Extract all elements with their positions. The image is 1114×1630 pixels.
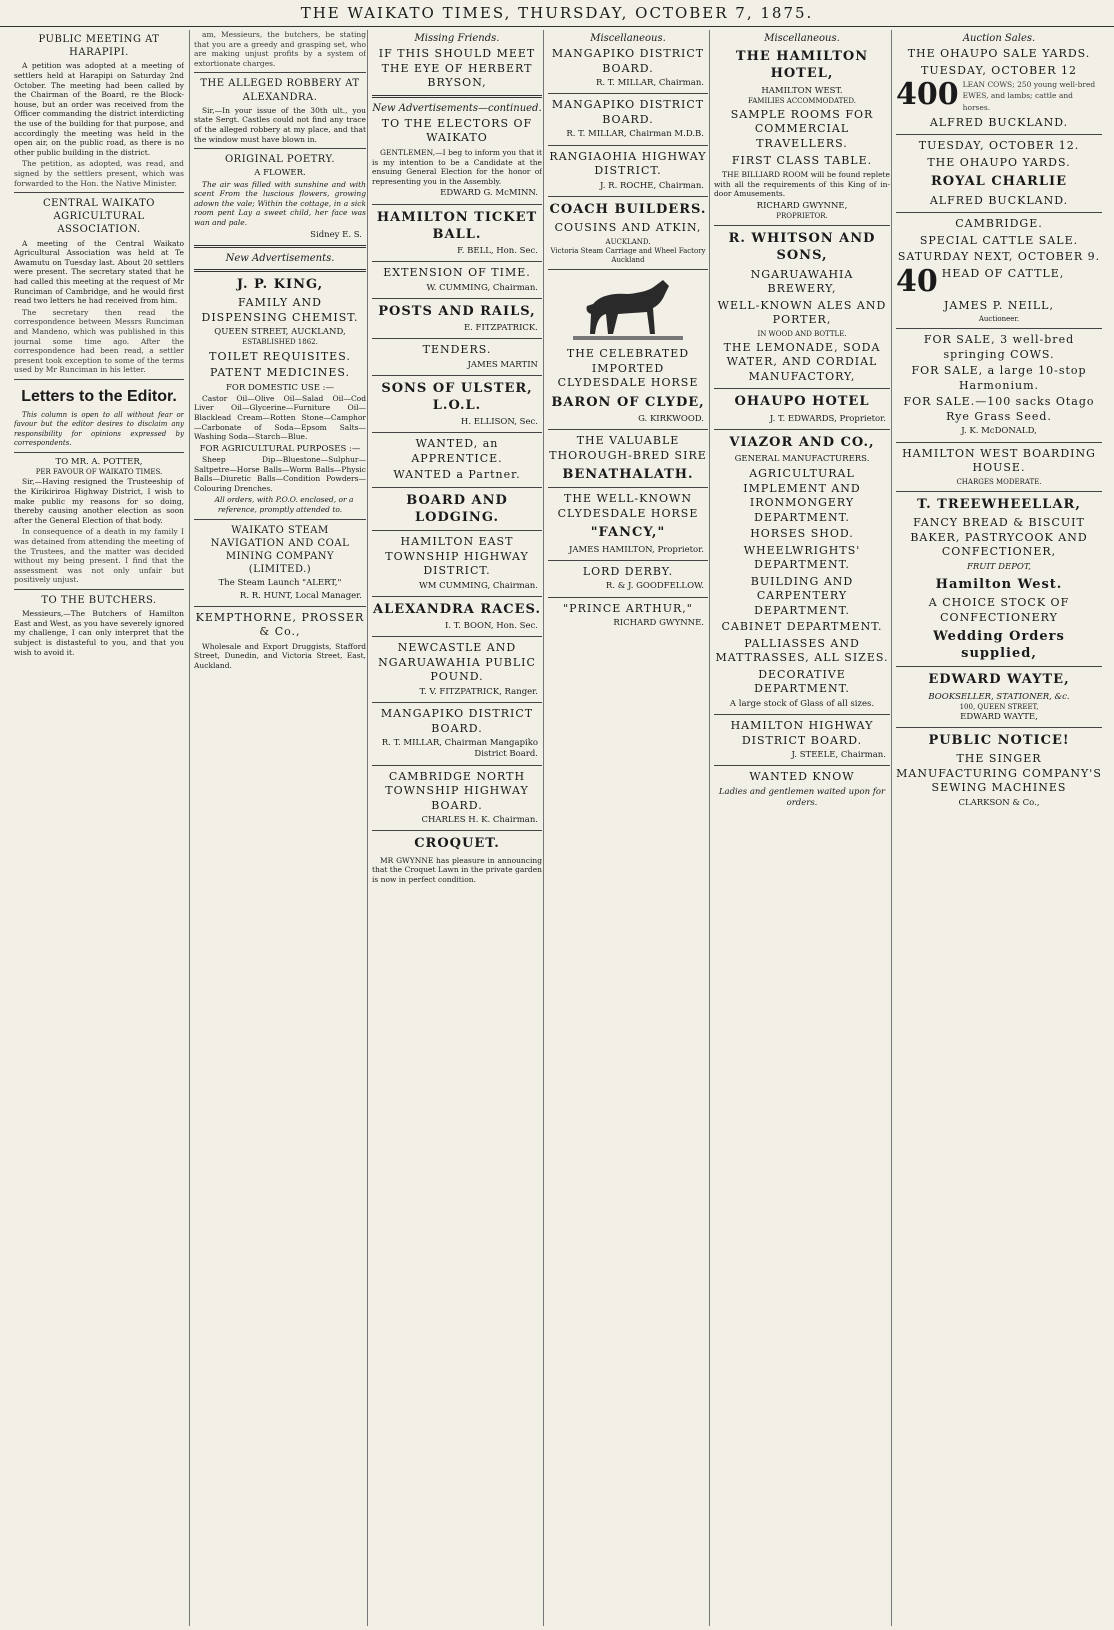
for-sale-1: FOR SALE, 3 well-bred springing COWS. [923,333,1075,361]
forty-1-text: LEAN COWS; 250 young well-bred EWES, and lambs; cattle and horses. [962,80,1096,112]
ladies-line: Ladies and gentlemen waited upon for orders. [718,786,886,809]
hotel-families: FAMILIES ACCOMMODATED. [747,96,856,105]
viazor-sub: GENERAL MANUFACTURERS. [734,453,870,464]
electors-text: GENTLEMEN,—I beg to inform you that it is my intention to be a Candidate at the ensuing General Election for the honor of representing you in the Assembly. [372,147,542,186]
board-title: BOARD AND LODGING. [406,493,508,526]
king-established: ESTABLISHED 1862. [242,338,318,347]
divider [896,491,1102,492]
electors-title: TO THE ELECTORS OF WAIKATO [381,116,533,145]
misc-heading: Miscellaneous. [590,33,666,44]
column-2 [189,30,366,1626]
newcastle-signature: T. V. FITZPATRICK, Ranger. [419,687,538,697]
column-6 [891,30,1102,1626]
decorative-department: DECORATIVE DEPARTMENT. [754,667,850,696]
coach-factory: Victoria Steam Carriage and Wheel Factory Auckland [550,246,706,265]
cambridge-signature: CHARLES H. K. Chairman. [421,815,538,826]
ulster-signature: H. ELLISON, Sec. [460,417,538,428]
divider [194,269,366,272]
fancy-bread: FANCY BREAD & BISCUIT BAKER, PASTRYCOOK AND CONFECTIONER, [910,516,1088,559]
divider [896,328,1102,329]
hotel-table: FIRST CLASS TABLE. [731,153,873,167]
divider [548,560,708,561]
tenders-signature: JAMES MARTIN [467,359,538,370]
divider [372,298,542,299]
meeting-title: PUBLIC MEETING AT HARAPIPI. [38,34,160,59]
hotel-billiard: THE BILLIARD ROOM will be found replete with all the requirements of this King of in-door Amusements. [714,170,890,199]
butchers-continued: am, Messieurs, the butchers, be stating that you are a greedy and grasping set, who are making unjust profits by a system of extortionate charges. [194,30,366,68]
divider [372,596,542,597]
charges: CHARGES MODERATE. [956,477,1042,486]
king-trade: FAMILY AND DISPENSING CHEMIST. [201,296,359,324]
divider [194,148,366,149]
divider [372,375,542,376]
hamilton-west-boarding: HAMILTON WEST BOARDING HOUSE. [902,446,1096,475]
divider [548,93,708,94]
divider [14,379,184,380]
hotel-title: THE HAMILTON HOTEL, [735,49,869,82]
divider [194,245,366,248]
brewery-name: NGARUAWAHIA BREWERY, [750,267,854,296]
mangapiko-board-signature: R. T. MILLAR, Chairman. [595,78,704,89]
tuesday1: TUESDAY, OCTOBER 12 [920,63,1077,77]
divider [714,429,890,430]
assoc-title: CENTRAL WAIKATO AGRICULTURAL ASSOCIATION. [42,198,155,236]
neill: JAMES P. NEILL, [944,298,1054,312]
wanted-title: WANTED, an APPRENTICE. [411,437,503,465]
letter-text-more: In consequence of a death in my family I was detained from attending the meeting of the Trustees, and the matter was decided without my being present. I find that the assessment was not only unfair but positively unjust. [14,527,184,585]
head-cattle: HEAD OF CATTLE, [941,266,1065,280]
ohaupo-hotel-signature: J. T. EDWARDS, Proprietor. [769,413,886,424]
divider [372,530,542,531]
kemp-title: KEMPTHORNE, PROSSER & Co., [195,610,365,639]
horses-shod: HORSES SHOD. [750,527,854,541]
hotel-signature: RICHARD GWYNNE, [756,200,848,211]
extension-title: EXTENSION OF TIME. [383,266,531,280]
wanted-partner: WANTED a Partner. [393,468,521,482]
buckland1: ALFRED BUCKLAND. [929,115,1069,129]
divider [372,487,542,488]
tuesday2: TUESDAY, OCTOBER 12. [918,139,1080,153]
whitson-title: R. WHITSON AND SONS, [728,231,876,264]
derby-signature: R. & J. GOODFELLOW. [605,581,704,592]
cattle-sale: SPECIAL CATTLE SALE. [919,233,1079,247]
coach-title: COACH BUILDERS. [549,201,707,217]
building-department: BUILDING AND CARPENTERY DEPARTMENT. [750,574,854,617]
agri-text: Sheep Dip—Bluestone—Sulphur—Saltpetre—Horse Balls—Worm Balls—Physic Balls—Diuretic Balls—Condition Powders—Colouring Drenches. [194,454,366,493]
new-ads-continued: New Advertisements—continued. [372,102,542,114]
assoc-text: A meeting of the Central Waikato Agricultural Association was held at Te Awamutu on Tuesday last. About 20 settlers were present. The secretary stated that he had called this meeting at the request of Mr Runciman of Cambridge, and he would first read two letters he had received from him. [14,238,184,306]
rangiaohia-title: RANGIAOHIA HIGHWAY DISTRICT. [549,149,707,178]
wayte-address: 100, QUEEN STREET, [959,702,1039,711]
lemonade-line: THE LEMONADE, SODA WATER, AND CORDIAL MANUFACTORY, [723,340,881,383]
forty-2: 40 [896,263,938,299]
mangapiko-title: MANGAPIKO DISTRICT BOARD. [380,707,534,735]
divider [372,432,542,433]
croquet-text: MR GWYNNE has pleasure in announcing that the Croquet Lawn in the private garden is now in perfect condition. [372,855,542,884]
ohaupo-hotel-title: OHAUPO HOTEL [734,394,870,410]
kemp-text: Wholesale and Export Druggists, Stafford Street, Dunedin, and Victoria Street, East, Auckland. [194,641,366,670]
divider [896,666,1102,667]
divider [548,429,708,430]
divider [714,765,890,766]
agri-heading: FOR AGRICULTURAL PURPOSES :— [199,443,361,454]
letters-title: Letters to the Editor. [21,387,177,405]
steam-signature: R. R. HUNT, Local Manager. [239,590,362,601]
letters-note: This column is open to all without fear or favour but the editor desires to disclaim any responsibility for opinions expressed by correspondents. [14,411,184,447]
glass-line: A large stock of Glass of all sizes. [729,698,875,709]
wheelwrights-department: WHEELWRIGHTS' DEPARTMENT. [743,543,861,572]
alexandra-title: ALEXANDRA RACES. [372,602,541,618]
wayte-title: EDWARD WAYTE, [928,672,1070,688]
divider [372,765,542,766]
column-5 [709,30,890,1626]
king-name: J. P. KING, [236,276,324,292]
ulster-title: SONS OF ULSTER, L.O.L. [381,380,533,414]
ball-signature: F. BELL, Hon. Sec. [457,245,538,256]
letter-text: Sir,—Having resigned the Trusteeship of the Kirikiriroa Highway District, I wish to make public my reasons for so doing, thereby causing another election as soon after the General Election of that body. [14,477,184,525]
mangapiko-signature: R. T. MILLAR, Chairman Mangapiko District Board. [381,738,538,760]
per-patron: PER FAVOUR OF WAIKATO TIMES. [35,468,163,477]
poem-signature: Sidney E. S. [310,229,362,240]
poem-text: The air was filled with sunshine and with scent From the luscious flowers, growing adown the vale; Within the cottage, in a sick room pent Lay a sweet child, her face was wan and pale. [194,179,366,227]
mcdonald: J. K. McDONALD, [961,426,1037,437]
divider [372,636,542,637]
cambridge-title: CAMBRIDGE NORTH TOWNSHIP HIGHWAY BOARD. [385,769,529,812]
ball-title: HAMILTON TICKET BALL. [376,209,538,242]
buckland2: ALFRED BUCKLAND. [929,193,1069,207]
divider [896,442,1102,443]
wanted-know: WANTED KNOW [749,770,855,784]
domestic-heading: FOR DOMESTIC USE :— [226,382,334,393]
ben-name: BENATHALATH. [562,467,694,483]
alexandra-signature: I. T. BOON, Hon. Sec. [445,621,538,632]
singer: THE SINGER MANUFACTURING COMPANY'S SEWING MACHINES [896,752,1102,795]
divider [14,192,184,193]
hamilton-east-title: HAMILTON EAST TOWNSHIP HIGHWAY DISTRICT. [385,535,529,578]
agri-department: AGRICULTURAL IMPLEMENT AND IRONMONGERY DEPARTMENT. [743,467,861,524]
divider [372,830,542,831]
hamilton-east-signature: WM CUMMING, Chairman. [418,580,538,591]
steam-title: WAIKATO STEAM NAVIGATION AND COAL MINING COMPANY (LIMITED.) [210,524,350,576]
mangapiko-board-title: MANGAPIKO DISTRICT BOARD. [551,47,705,75]
palliasses-line: PALLIASSES AND MATTRASSES, ALL SIZES. [715,636,889,665]
posts-title: POSTS AND RAILS, [378,303,536,319]
divider [714,388,890,389]
treewheellar: T. TREEWHEELLAR, [917,496,1081,512]
divider [194,519,366,520]
public-notice: PUBLIC NOTICE! [928,733,1070,749]
robbery-text: Sir,—In your issue of the 30th ult., you state Sergt. Castles could not find any trace of the alleged robbery at my place, and that the window must have blown in. [194,105,366,144]
divider [548,145,708,146]
ohaupo2: THE OHAUPO YARDS. [927,155,1071,169]
divider [548,487,708,488]
derby-title: LORD DERBY. [582,564,674,578]
divider [194,72,366,73]
fancy-name: "FANCY," [590,525,666,541]
king-address: QUEEN STREET, AUCKLAND, [214,327,346,338]
toilet-requisites: TOILET REQUISITES. [209,349,351,363]
hamilton-highway-signature: J. STEELE, Chairman. [791,750,886,761]
auction-heading: Auction Sales. [962,33,1036,44]
coach-place: AUCKLAND. [605,237,651,246]
divider [372,338,542,339]
meeting-text: A petition was adopted at a meeting of settlers held at Harapipi on Saturday 2nd October. The meeting had been called by the Chairman of the Board, re the Block-house, but an order was received from the Officer commanding the district interdicting the use of the building for that purpose, and accordingly the meeting was held in the open air, on the public road, as there is no other public building in the district. [14,61,184,157]
ben-title: THE VALUABLE THOROUGH-BRED SIRE [549,434,707,462]
horse-title: THE CELEBRATED IMPORTED CLYDESDALE HORSE [557,347,699,390]
orders-note: All orders, with P.O.O. enclosed, or a reference, promptly attended to. [214,495,354,514]
rangiaohia-signature: J. R. ROCHE, Chairman. [600,180,704,191]
hamilton-highway-title: HAMILTON HIGHWAY DISTRICT BOARD. [730,719,874,747]
patent-medicines: PATENT MEDICINES. [209,366,351,380]
newcastle-title: NEWCASTLE AND NGARUAWAHIA PUBLIC POUND. [378,641,536,684]
for-sale-3: FOR SALE.—100 sacks Otago Rye Grass Seed. [903,395,1095,423]
wedding-orders: Wedding Orders supplied, [933,629,1065,662]
butchers-title: TO THE BUTCHERS. [41,595,157,606]
column-4 [543,30,708,1626]
wayte-signature: EDWARD WAYTE, [960,712,1038,722]
new-ads-heading: New Advertisements. [225,252,335,264]
fancy-signature: JAMES HAMILTON, Proprietor. [569,544,704,555]
horse-illustration [573,274,683,344]
divider [14,589,184,590]
horse-name: BARON OF CLYDE, [551,394,705,410]
coach-firm: COUSINS AND ATKIN, [554,221,702,235]
fruit-depot: FRUIT DEPOT, [966,561,1032,572]
viazor-title: VIAZOR AND CO., [729,434,875,450]
hamilton-west-2: Hamilton West. [935,576,1063,592]
auctioneer: Auctioneer. [978,315,1020,324]
missing-heading: Missing Friends. [414,33,500,44]
cambridge: CAMBRIDGE. [955,217,1043,231]
hotel-place: HAMILTON WEST. [761,85,843,96]
divider [14,452,184,453]
column-3 [367,30,542,1626]
clarkson: CLARKSON & Co., [958,797,1040,808]
royal-charlie: ROYAL CHARLIE [931,174,1067,190]
wayte-trade: BOOKSELLER, STATIONER, &c. [928,691,1070,702]
for-sale-2: FOR SALE, a large 10-stop Harmonium. [911,364,1087,392]
posts-signature: E. FITZPATRICK. [463,322,538,333]
croquet-title: CROQUET. [414,836,500,852]
divider [194,606,366,607]
masthead-title: THE WAIKATO TIMES, THURSDAY, OCTOBER 7, 1875. [300,4,814,22]
forty-1: 400 [896,77,959,113]
electors-signature: EDWARD G. McMINN. [440,188,538,199]
mangapiko-board2-title: MANGAPIKO DISTRICT BOARD. [551,98,705,126]
tenders-title: TENDERS. [422,343,492,357]
hotel-proprietor: PROPRIETOR. [776,212,828,221]
divider [714,714,890,715]
divider [896,212,1102,213]
ohaupo-yards-title: THE OHAUPO SALE YARDS. [907,47,1091,61]
extension-signature: W. CUMMING, Chairman. [426,282,538,293]
misc-heading: Miscellaneous. [764,33,840,44]
hotel-sample-rooms: SAMPLE ROOMS FOR COMMERCIAL TRAVELLERS. [730,107,874,150]
to-potter: TO MR. A. POTTER, [55,457,143,468]
poem-title: A FLOWER. [254,168,306,179]
domestic-text: Castor Oil—Olive Oil—Salad Oil—Cod Liver Oil—Glycerine—Furniture Oil—Blacklead Cream—Rotten Stone—Camphor—Carbonate of Soda—Epsom Salts—Washing Soda—Starch—Blue. [194,393,366,442]
divider [548,269,708,270]
fancy-title: THE WELL-KNOWN CLYDESDALE HORSE [557,492,699,520]
divider [896,727,1102,728]
column-1 [14,30,184,1626]
steam-launch: The Steam Launch "ALERT," [218,578,342,589]
missing-title: IF THIS SHOULD MEET THE EYE OF HERBERT BRYSON, [378,47,536,90]
divider [372,261,542,262]
ales-line: WELL-KNOWN ALES AND PORTER, [717,298,887,327]
cabinet-department: CABINET DEPARTMENT. [721,620,883,634]
saturday: SATURDAY NEXT, OCTOBER 9. [897,250,1101,264]
divider [548,196,708,197]
divider [372,204,542,205]
arthur-title: "PRINCE ARTHUR," [563,601,693,615]
arthur-signature: RICHARD GWYNNE. [613,618,704,629]
mangapiko-board2-signature: R. T. MILLAR, Chairman M.D.B. [566,129,704,140]
divider [714,225,890,226]
poetry-title: ORIGINAL POETRY. [224,154,336,166]
wood-line: IN WOOD AND BOTTLE. [757,329,847,338]
butchers-text: Messieurs,—The Butchers of Hamilton East and West, as you have severely ignored my challenge, I can only interpret that the subject is distasteful to you, and that you wish to avoid it. [14,609,184,657]
divider [372,95,542,98]
assoc-text-more: The secretary then read the correspondence between Messrs Runciman and Mandeno, which was published in this journal some time ago. After the correspondence had been read, a settler present took exception to some of the terms used by Mr Runciman in his letter. [14,307,184,375]
masthead [0,0,1114,27]
meeting-text-more: The petition, as adopted, was read, and signed by the settlers present, which was forwarded to the Hon. the Native Minister. [14,159,184,188]
divider [896,134,1102,135]
choice-stock: A CHOICE STOCK OF CONFECTIONERY [928,596,1070,624]
divider [548,597,708,598]
divider [372,702,542,703]
robbery-title: THE ALLEGED ROBBERY AT ALEXANDRA. [200,78,360,103]
horse-signature: G. KIRKWOOD. [638,414,704,425]
